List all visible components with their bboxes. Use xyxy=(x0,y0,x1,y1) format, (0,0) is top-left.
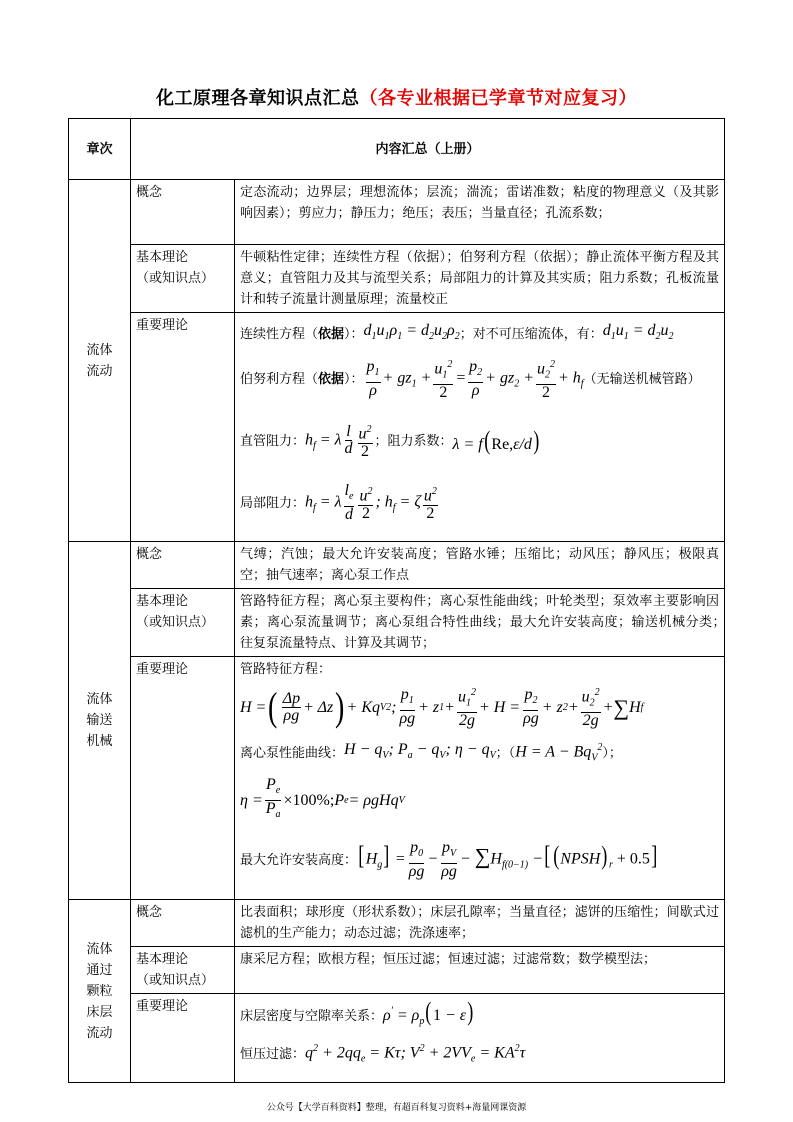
formula-bed-density: 床层密度与空隙率关系： $\rho' = \rho_p(1 - \varepsilon)$ xyxy=(240,997,474,1028)
sub-label: 基本理论 （或知识点） xyxy=(131,947,235,994)
sub-label: 概念 xyxy=(131,900,235,947)
formula-block xyxy=(235,313,725,542)
sub-label: 重要理论 xyxy=(131,994,235,1083)
sub-label: 重要理论 xyxy=(131,313,235,542)
footer-note: 公众号【大学百科资料】整理，有超百科复习资料+海量网课资源 xyxy=(266,1103,527,1113)
content-text: 管路特征方程；离心泵主要构件；离心泵性能曲线；叶轮类型；泵效率主要影响因素；离心泵流量调节；离心泵组合特性曲线；最大允许安装高度；输送机械分类； 往复泵流量特点、计算及其调节； xyxy=(235,589,725,657)
summary-table xyxy=(68,118,733,1083)
header-chapter: 章次 xyxy=(69,119,131,180)
formula-local-resistance: 局部阻力： $h_f = \lambda$ $\frac{l_e}{d}$ $\frac{u^2}{2}$ ; $h_f = \zeta$ $\frac{u^2}{2}$ xyxy=(240,482,437,523)
table-row xyxy=(69,313,725,542)
header-row xyxy=(69,119,725,180)
sub-label: 重要理论 xyxy=(131,657,235,900)
table-row xyxy=(69,589,725,657)
title-note: （各专业根据已学章节对应复习） xyxy=(359,88,637,109)
sub-label: 概念 xyxy=(131,542,235,589)
table-row xyxy=(69,245,725,313)
title-main: 化工原理各章知识点汇总 xyxy=(156,88,360,109)
chapter-cell: 流体 输送 机械 xyxy=(69,542,131,900)
formula-bernoulli: 伯努利方程（ 依据 ）： $\frac{p_1}{\rho}$ + $gz_1$ + $\frac{u_1^2}{2}$ = $\frac{p_2}{\rho}$ + $gz_2$ + $\frac{u_2^2}{2}$ + $h_f$ （无输送机械管路） xyxy=(240,358,701,401)
formula-block xyxy=(235,657,725,900)
formula-block xyxy=(235,994,725,1083)
content-text: 气缚；汽蚀；最大允许安装高度；管路水锤；压缩比；动风压；静风压；极限真空；抽气速率；离心泵工作点 xyxy=(235,542,725,589)
sub-label: 概念 xyxy=(131,180,235,245)
content-text: 比表面积；球形度（形状系数）；床层孔隙率；当量直径；滤饼的压缩性；间歇式过滤机的生产能力；动态过滤；洗涤速率； xyxy=(235,900,725,947)
table-row xyxy=(69,994,725,1083)
table-row xyxy=(69,180,725,245)
content-text: 牛顿粘性定律；连续性方程（依据）；伯努利方程（依据）；静止流体平衡方程及其意义；直管阻力及其与流型关系；局部阻力的计算及其实质；阻力系数；孔板流量计和转子流量计测量原理；流量校正 xyxy=(235,245,725,313)
formula-install-height: 最大允许安装高度： $[H_g]$ = $\frac{p_0}{\rho g}$ − $\frac{p_V}{\rho g}$ − $\sum H_{f(0-1)}$ −[ $(NPSH)_r + 0.5$] xyxy=(240,839,658,880)
formula-efficiency: η = $\frac{P_e}{P_a}$ ×100%; P e = ρgHq V xyxy=(240,776,405,820)
content-text: 康采尼方程；欧根方程；恒压过滤；恒速过滤；过滤常数；数学模型法； xyxy=(235,947,725,994)
table-row xyxy=(69,947,725,994)
table-row xyxy=(69,542,725,589)
sub-label: 基本理论 （或知识点） xyxy=(131,589,235,657)
table-row xyxy=(69,657,725,900)
sub-label: 基本理论 （或知识点） xyxy=(131,245,235,313)
formula-pipe-label: 管路特征方程： xyxy=(240,662,332,677)
chapter-cell: 流体 通过 颗粒 床层 流动 xyxy=(69,900,131,1083)
formula-const-pressure: 恒压过滤： $q^2 + 2qq_e = K\tau$; $V^2 + 2VV_e = KA^2\tau$ xyxy=(240,1043,526,1065)
formula-pipe: H = ( Δp ρg + Δz ) + Kq V 2 ; $p_1$ ρg + z 1 + $u_1^2$ 2g + H = $p_2$ ρg + z 2 + $u_2^2$ 2g + ∑ H f xyxy=(240,684,644,729)
page-title xyxy=(0,84,793,110)
formula-continuity: 连续性方程（ 依据 ）： $d_1u_1\rho_1 = d_2u_2\rho_2$ ；对不可压缩流体，有： $d_1u_1 = d_2u_2$ xyxy=(240,322,674,343)
header-content: 内容汇总（上册） xyxy=(131,119,725,180)
formula-pump-curve: 离心泵性能曲线： $H - q_V$; $P_a - q_V$; $\eta - q_V$ ；（ $H = A - Bq_V^2$ ）； xyxy=(240,741,622,764)
content-text: 定态流动；边界层；理想流体；层流；湍流；雷诺准数；粘度的物理意义（及其影响因素）；剪应力；静压力；绝压；表压；当量直径；孔流系数； xyxy=(235,180,725,245)
table-row xyxy=(69,900,725,947)
chapter-cell: 流体 流动 xyxy=(69,180,131,542)
formula-straight-resistance: 直管阻力： $h_f = \lambda$ $\frac{l}{d}$ $\frac{u^2}{2}$ ；阻力系数： λ = f(Re,ε/d) xyxy=(240,423,540,460)
